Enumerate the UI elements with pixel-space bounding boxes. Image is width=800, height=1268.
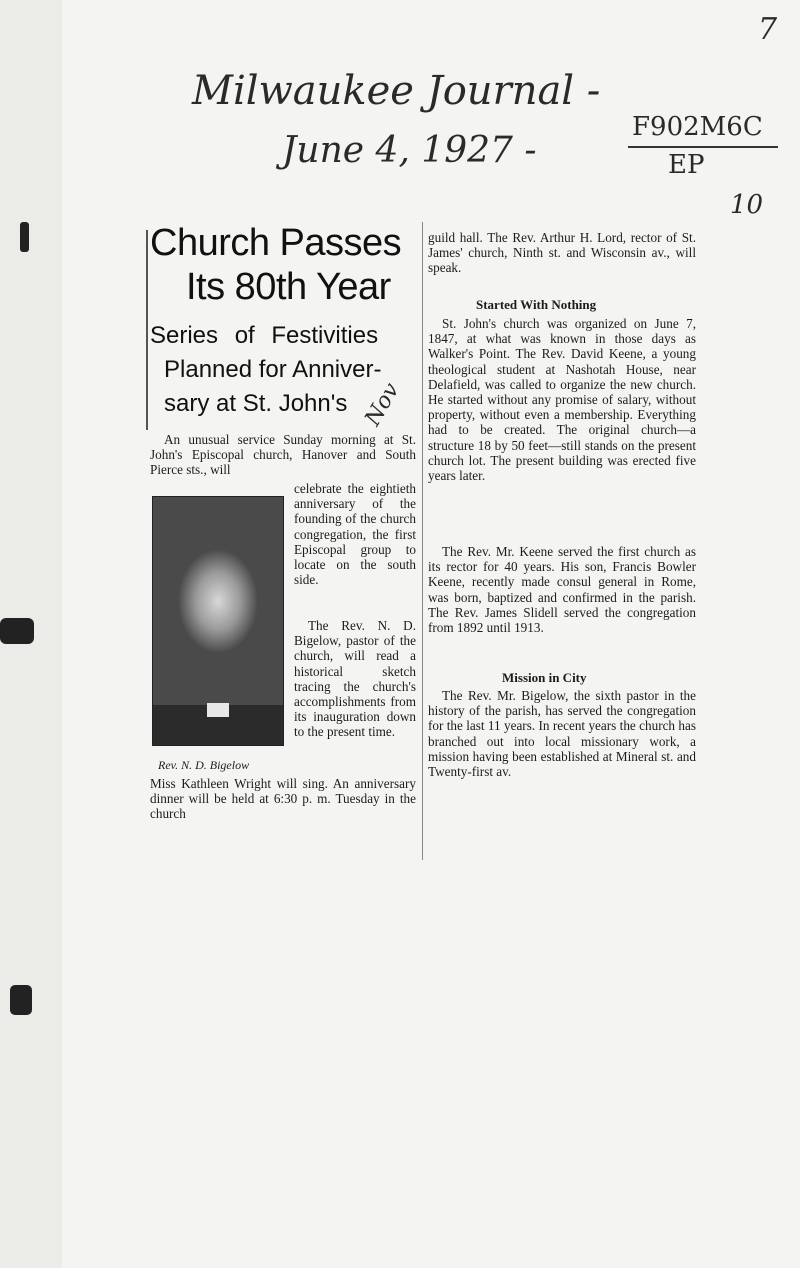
handwritten-page-number: 10 bbox=[730, 190, 764, 220]
bigelow-paragraph: The Rev. N. D. Bigelow, pastor of the church, will read a historical sketch tracing the church's accomplishments from its inauguration down to the present time. bbox=[294, 618, 416, 740]
section-title-started-with-nothing: Started With Nothing bbox=[476, 297, 597, 312]
lead-paragraph-beside-photo: celebrate the eightieth anniversary of the founding of the church congregation, the first Episcopal group to locate on the south side. bbox=[294, 481, 416, 588]
column-divider bbox=[422, 222, 423, 860]
section1-paragraph-1: St. John's church was organized on June 7, 1847, at what was known in those days as Walker's Point. The Rev. David Keene, a young theological student at Nashotah House, near Delafield, was called to organize the new church. He started without any promise of salary, without property, without even a membership. Everything had to be created. The original church—a structure 18 by 50 feet—still stands on the present church lot. The present building was erected five years later. bbox=[428, 316, 696, 484]
section1-paragraph-2: The Rev. Mr. Keene served the first church as its rector for 40 years. His son, Francis Bowler Keene, recently made consul general in Rome, was born, baptized and confirmed in the parish. The Rev. James Slidell served the congregation from 1892 until 1913. bbox=[428, 544, 696, 636]
handwritten-catalog-sub: EP bbox=[668, 150, 705, 180]
handwritten-publication: Milwaukee Journal - bbox=[192, 68, 601, 114]
binder-mark-top bbox=[20, 222, 29, 252]
headline-line-1: Church Passes bbox=[150, 222, 402, 264]
section2-paragraph-1: The Rev. Mr. Bigelow, the sixth pastor in the history of the parish, has served the congregation for the last 11 years. In recent years the church has branched out into local missionary work, a mission having been established at Mineral st. and Twenty-first av. bbox=[428, 688, 696, 780]
section-title-mission-in-city: Mission in City bbox=[502, 670, 587, 685]
catalog-underline bbox=[628, 146, 778, 148]
subhead-line-3: sary at St. John's bbox=[164, 390, 348, 417]
clipping-left-rule bbox=[146, 230, 148, 430]
lead-paragraph-bottom: Miss Kathleen Wright will sing. An anniversary dinner will be held at 6:30 p. m. Tuesday in the church bbox=[150, 776, 416, 822]
binder-mark-bottom bbox=[10, 985, 32, 1015]
handwritten-catalog-code: F902M6C bbox=[632, 112, 763, 142]
handwritten-corner-number: 7 bbox=[758, 12, 778, 47]
handwritten-date: June 4, 1927 - bbox=[282, 130, 537, 171]
column2-continuation: guild hall. The Rev. Arthur H. Lord, rector of St. James' church, Ninth st. and Wisconsin av., will speak. bbox=[428, 230, 696, 276]
subhead-line-1: Series of Festivities bbox=[150, 322, 379, 349]
portrait-photo bbox=[152, 496, 284, 746]
binder-mark-middle bbox=[0, 618, 34, 644]
photo-caption: Rev. N. D. Bigelow bbox=[158, 758, 250, 772]
lead-paragraph-top: An unusual service Sunday morning at St. John's Episcopal church, Hanover and South Pierce sts., will bbox=[150, 432, 416, 478]
subhead-line-2: Planned for Anniver- bbox=[164, 356, 382, 383]
headline-line-2: Its 80th Year bbox=[186, 266, 391, 308]
portrait-collar bbox=[207, 703, 229, 717]
handwritten-inline-note: Nov bbox=[360, 378, 405, 431]
